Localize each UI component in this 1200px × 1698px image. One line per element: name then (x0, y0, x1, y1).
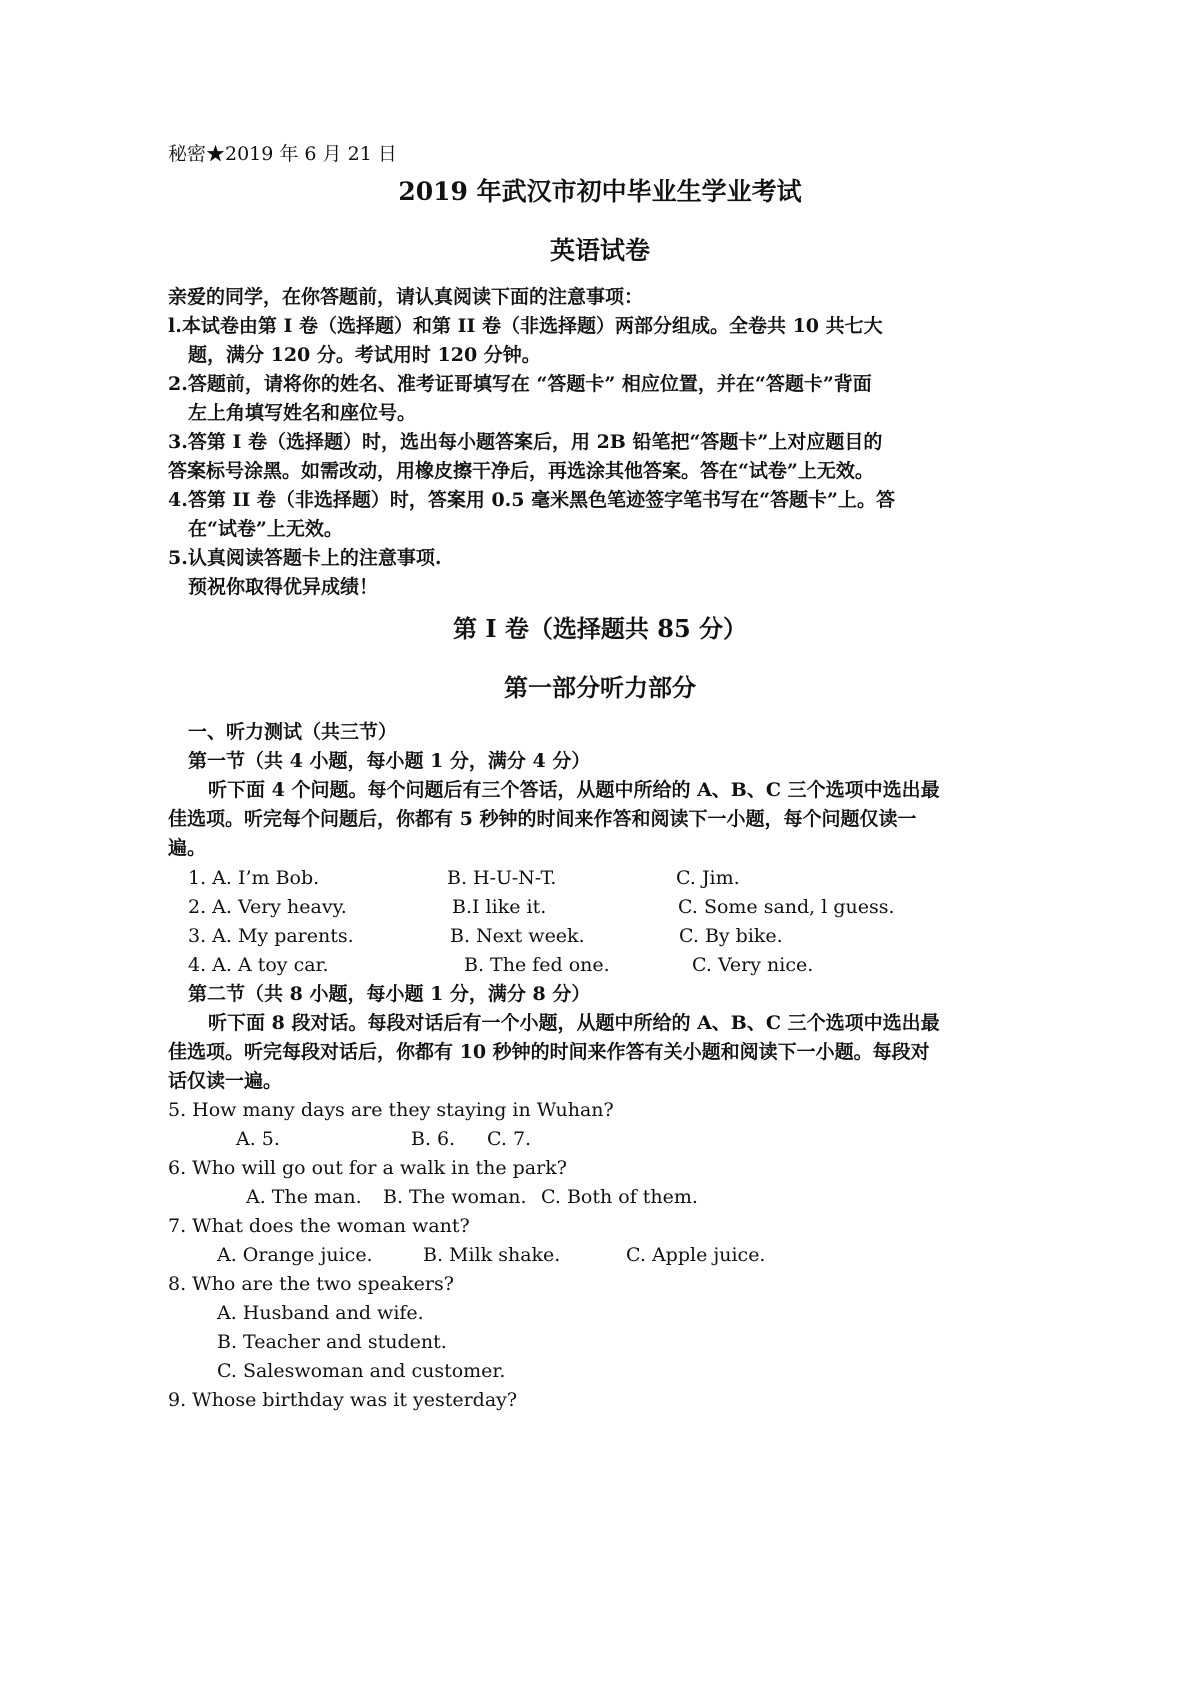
option-c: C. Some sand, l guess. (678, 896, 895, 918)
sec2-instructions-cont: 佳选项。听完每段对话后，你都有 10 秒钟的时间来作答有关小题和阅读下一小题。每段对 (168, 1041, 930, 1063)
sec2-instructions-end: 话仅读一遍。 (168, 1070, 283, 1092)
option-a: 2. A. Very heavy. (188, 896, 347, 918)
notice-item-5: 5.认真阅读答题卡上的注意事项. (168, 547, 442, 569)
sec1-instructions-cont: 佳选项。听完每个问题后，你都有 5 秒钟的时间来作答和阅读下一小题，每个问题仅读一 (168, 808, 917, 830)
option-c: C. Apple juice. (626, 1244, 766, 1266)
option-a: A. Orange juice. (217, 1244, 373, 1266)
option-b: B. The woman. (383, 1186, 527, 1208)
sec1-heading: 第一节（共 4 小题，每小题 1 分，满分 4 分） (188, 750, 591, 772)
sec1-instructions: 听下面 4 个问题。每个问题后有三个答话，从题中所给的 A、B、C 三个选项中选出最 (208, 779, 940, 801)
sec2-heading: 第二节（共 8 小题，每小题 1 分，满分 8 分） (188, 983, 591, 1005)
option-b: B. The fed one. (464, 954, 610, 976)
option-b: B. 6. (411, 1128, 456, 1150)
option-b: B. Teacher and student. (217, 1331, 447, 1353)
option-a: 3. A. My parents. (188, 925, 354, 947)
listening-section-title: 第一部分听力部分 (504, 673, 696, 702)
exam-title: 2019 年武汉市初中毕业生学业考试 (398, 177, 802, 206)
option-c: C. Jim. (676, 867, 740, 889)
listening-test-title: 一、听力测试（共三节） (188, 721, 398, 743)
option-c: C. Very nice. (692, 954, 814, 976)
option-a: 1. A. I’m Bob. (188, 867, 320, 889)
option-b: B. Milk shake. (423, 1244, 561, 1266)
option-b: B. Next week. (450, 925, 585, 947)
paper-subtitle: 英语试卷 (549, 236, 650, 265)
question-stem: 5. How many days are they staying in Wuhan? (168, 1099, 614, 1121)
notice-wish: 预祝你取得优异成绩！ (188, 576, 379, 598)
option-a: A. Husband and wife. (217, 1302, 424, 1324)
notice-item-3: 3.答第 I 卷（选择题）时，选出每小题答案后，用 2B 铅笔把“答题卡”上对应题目的 (168, 431, 883, 453)
option-a: 4. A. A toy car. (188, 954, 329, 976)
sec1-instructions-end: 遍。 (168, 837, 207, 859)
notice-item-4-cont: 在“试卷”上无效。 (188, 518, 343, 540)
option-c: C. 7. (487, 1128, 532, 1150)
question-stem: 9. Whose birthday was it yesterday? (168, 1389, 518, 1411)
option-c: C. Both of them. (541, 1186, 698, 1208)
question-stem: 8. Who are the two speakers? (168, 1273, 454, 1295)
secret-date-line: 秘密★2019 年 6 月 21 日 (168, 143, 397, 165)
sec2-instructions: 听下面 8 段对话。每段对话后有一个小题，从题中所给的 A、B、C 三个选项中选出最 (208, 1012, 940, 1034)
notice-item-2-cont: 左上角填写姓名和座位号。 (188, 402, 417, 424)
notice-intro: 亲爱的同学，在你答题前，请认真阅读下面的注意事项： (168, 286, 644, 308)
notice-item-3-cont: 答案标号涂黑。如需改动，用橡皮擦干净后，再选涂其他答案。答在“试卷”上无效。 (168, 460, 874, 482)
question-stem: 6. Who will go out for a walk in the park? (168, 1157, 567, 1179)
notice-item-2: 2.答题前，请将你的姓名、准考证哥填写在 “答题卡” 相应位置，并在“答题卡”背面 (168, 373, 872, 395)
option-a: A. 5. (236, 1128, 280, 1150)
option-a: A. The man. (246, 1186, 362, 1208)
option-b: B.I like it. (452, 896, 547, 918)
option-c: C. Saleswoman and customer. (217, 1360, 506, 1382)
question-stem: 7. What does the woman want? (168, 1215, 470, 1237)
option-c: C. By bike. (679, 925, 783, 947)
option-b: B. H-U-N-T. (447, 867, 557, 889)
notice-item-1: l.本试卷由第 I 卷（选择题）和第 II 卷（非选择题）两部分组成。全卷共 10 共七大 (168, 315, 883, 337)
notice-item-1-cont: 题，满分 120 分。考试用时 120 分钟。 (188, 344, 541, 366)
part1-heading: 第 I 卷（选择题共 85 分） (452, 614, 748, 643)
notice-item-4: 4.答第 II 卷（非选择题）时，答案用 0.5 毫米黑色笔迹签字笔书写在“答题卡”上。答 (168, 489, 895, 511)
